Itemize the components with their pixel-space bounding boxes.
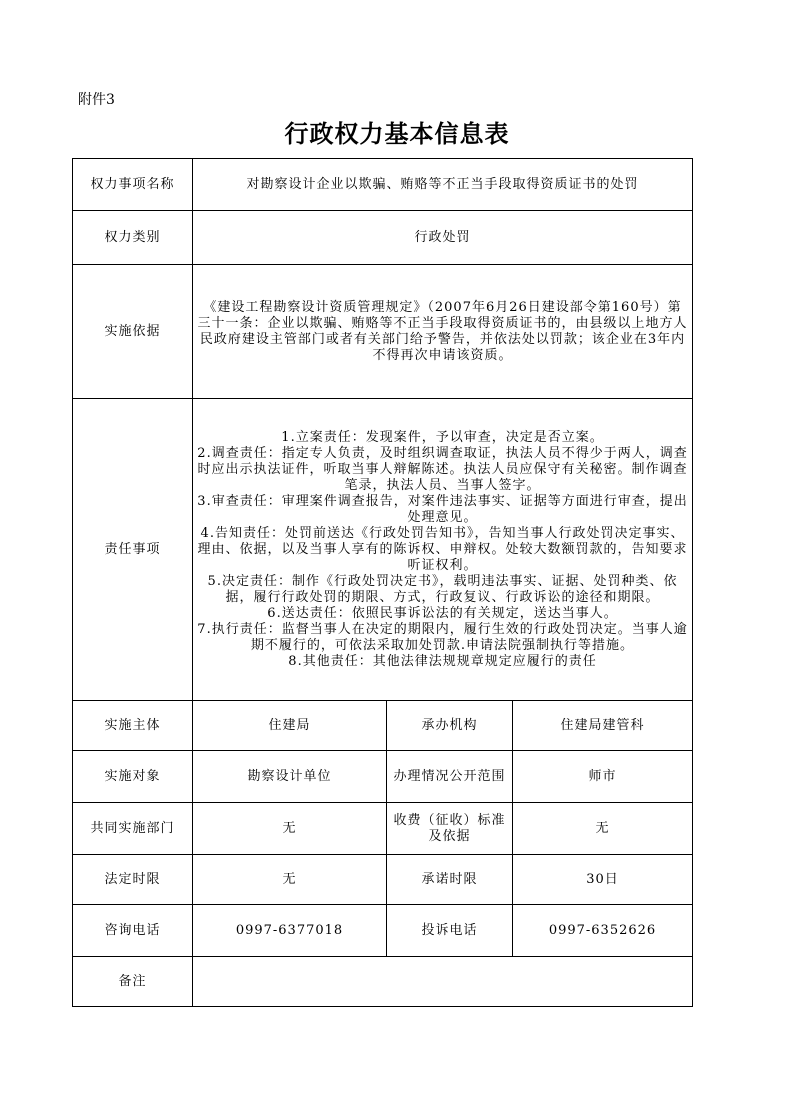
power-name-value: 对勘察设计企业以欺骗、贿赂等不正当手段取得资质证书的处罚 — [193, 159, 693, 211]
info-table — [72, 158, 693, 1007]
responsibility-item: 5.决定责任：制作《行政处罚决定书》，载明违法事实、证据、处罚种类、依据，履行行政处罚的期限、方式，行政复议、行政诉讼的途径和期限。 — [207, 573, 678, 605]
row-subject — [73, 701, 693, 751]
row-joint — [73, 803, 693, 855]
basis-value: 《建设工程勘察设计资质管理规定》（2007年6月26日建设部令第160号）第三十一条：企业以欺骗、贿赂等不正当手段取得资质证书的，由县级以上地方人民政府建设主管部门或者有关部门给予警告，并依法处以罚款；该企业在3年内不得再次申请该资质。 — [193, 265, 693, 399]
row-target — [73, 751, 693, 803]
disclosure-scope-value: 师市 — [513, 751, 693, 803]
legal-time-limit-value: 无 — [193, 855, 387, 905]
complaint-phone-label: 投诉电话 — [387, 905, 513, 957]
handling-agency-value: 住建局建管科 — [513, 701, 693, 751]
promised-time-limit-value: 30日 — [513, 855, 693, 905]
target-value: 勘察设计单位 — [193, 751, 387, 803]
row-basis — [73, 265, 693, 399]
basis-label: 实施依据 — [73, 265, 193, 399]
responsibility-item: 8.其他责任：其他法律法规规章规定应履行的责任 — [288, 653, 597, 669]
promised-time-limit-label: 承诺时限 — [387, 855, 513, 905]
row-time — [73, 855, 693, 905]
attachment-label: 附件3 — [78, 92, 115, 108]
subject-label: 实施主体 — [73, 701, 193, 751]
responsibility-list — [193, 399, 693, 701]
responsibility-item: 4.告知责任：处罚前送达《行政处罚告知书》，告知当事人行政处罚决定事实、理由、依据，以及当事人享有的陈诉权、申辩权。处较大数额罚款的，告知要求听证权利。 — [197, 525, 688, 573]
responsibility-item: 6.送达责任：依照民事诉讼法的有关规定，送达当事人。 — [267, 605, 618, 621]
responsibility-item: 7.执行责任：监督当事人在决定的期限内，履行生效的行政处罚决定。当事人逾期不履行的，可依法采取加处罚款.申请法院强制执行等措施。 — [197, 621, 688, 653]
row-power-category — [73, 211, 693, 265]
fee-standard-label: 收费（征收）标准及依据 — [387, 803, 513, 855]
disclosure-scope-label: 办理情况公开范围 — [387, 751, 513, 803]
responsibility-item: 3.审查责任：审理案件调查报告，对案件违法事实、证据等方面进行审查，提出处理意见。 — [197, 493, 688, 525]
fee-standard-value: 无 — [513, 803, 693, 855]
row-responsibility — [73, 399, 693, 701]
responsibility-item: 1.立案责任：发现案件，予以审查，决定是否立案。 — [281, 429, 604, 445]
target-label: 实施对象 — [73, 751, 193, 803]
power-name-label: 权力事项名称 — [73, 159, 193, 211]
legal-time-limit-label: 法定时限 — [73, 855, 193, 905]
joint-department-value: 无 — [193, 803, 387, 855]
remark-label: 备注 — [73, 957, 193, 1007]
responsibility-label: 责任事项 — [73, 399, 193, 701]
page-title: 行政权力基本信息表 — [284, 119, 510, 148]
complaint-phone-value: 0997-6352626 — [513, 905, 693, 957]
handling-agency-label: 承办机构 — [387, 701, 513, 751]
row-power-name — [73, 159, 693, 211]
responsibility-item: 2.调查责任：指定专人负责，及时组织调查取证，执法人员不得少于两人，调查时应出示执法证件，听取当事人辩解陈述。执法人员应保守有关秘密。制作调查笔录，执法人员、当事人签字。 — [197, 445, 688, 493]
remark-value — [193, 957, 693, 1007]
power-category-value: 行政处罚 — [193, 211, 693, 265]
joint-department-label: 共同实施部门 — [73, 803, 193, 855]
row-phone — [73, 905, 693, 957]
consult-phone-value: 0997-6377018 — [193, 905, 387, 957]
power-category-label: 权力类别 — [73, 211, 193, 265]
consult-phone-label: 咨询电话 — [73, 905, 193, 957]
row-remark — [73, 957, 693, 1007]
subject-value: 住建局 — [193, 701, 387, 751]
